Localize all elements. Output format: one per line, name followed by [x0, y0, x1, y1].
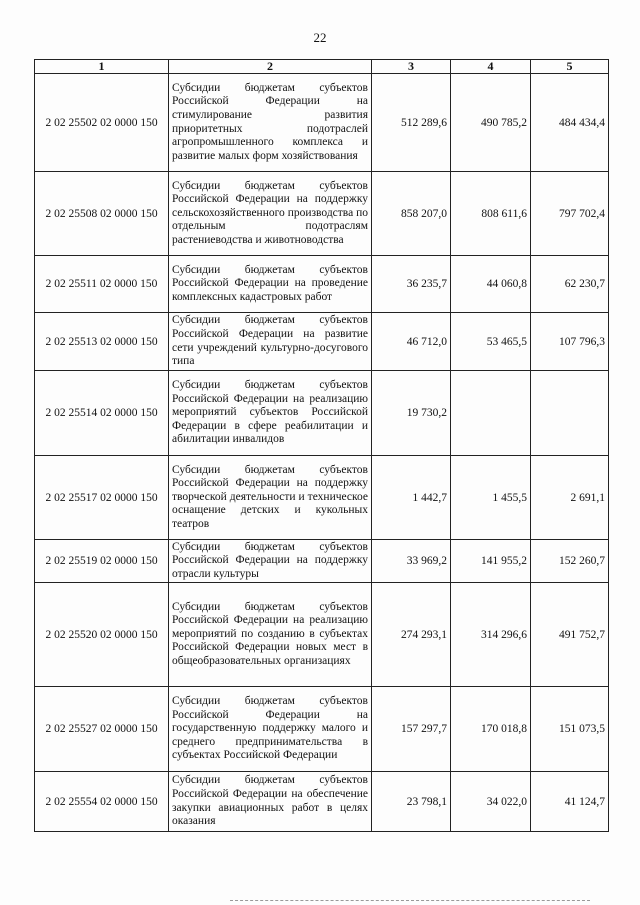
- value-col3-cell: 512 289,6: [372, 74, 451, 172]
- budget-code-cell: 2 02 25517 02 0000 150: [35, 456, 169, 540]
- value-col5-cell: [531, 371, 609, 456]
- value-col5-cell: 152 260,7: [531, 540, 609, 583]
- value-col4-cell: 170 018,8: [451, 687, 531, 772]
- column-header-5: 5: [531, 60, 609, 74]
- description-cell: Субсидии бюджетам субъектов Российской Федерации на поддержку сельскохозяйственного производства по отдельным подотраслям растениеводства и животноводства: [169, 172, 372, 256]
- value-col5-cell: 151 073,5: [531, 687, 609, 772]
- description-cell: Субсидии бюджетам субъектов Российской Федерации на поддержку творческой деятельности и техническое оснащение детских и кукольных театров: [169, 456, 372, 540]
- value-col4-cell: 1 455,5: [451, 456, 531, 540]
- budget-code-cell: 2 02 25511 02 0000 150: [35, 256, 169, 313]
- value-col3-cell: 1 442,7: [372, 456, 451, 540]
- budget-code-cell: 2 02 25513 02 0000 150: [35, 313, 169, 371]
- value-col5-cell: 491 752,7: [531, 583, 609, 687]
- value-col5-cell: 41 124,7: [531, 772, 609, 832]
- value-col5-cell: 2 691,1: [531, 456, 609, 540]
- budget-code-cell: 2 02 25527 02 0000 150: [35, 687, 169, 772]
- description-cell: Субсидии бюджетам субъектов Российской Федерации на стимулирование развития приоритетных подотраслей агропромышленного комплекса и развитие малых форм хозяйствования: [169, 74, 372, 172]
- value-col5-cell: 484 434,4: [531, 74, 609, 172]
- value-col3-cell: 19 730,2: [372, 371, 451, 456]
- header-row: [35, 60, 609, 74]
- value-col3-cell: 274 293,1: [372, 583, 451, 687]
- value-col3-cell: 858 207,0: [372, 172, 451, 256]
- value-col4-cell: [451, 371, 531, 456]
- value-col3-cell: 36 235,7: [372, 256, 451, 313]
- value-col5-cell: 107 796,3: [531, 313, 609, 371]
- value-col4-cell: 141 955,2: [451, 540, 531, 583]
- budget-code-cell: 2 02 25520 02 0000 150: [35, 583, 169, 687]
- table-row: [35, 74, 609, 172]
- value-col5-cell: 62 230,7: [531, 256, 609, 313]
- description-cell: Субсидии бюджетам субъектов Российской Федерации на государственную поддержку малого и среднего предпринимательства в субъектах Российской Федерации: [169, 687, 372, 772]
- table-row: [35, 313, 609, 371]
- table-row: [35, 172, 609, 256]
- column-header-1: 1: [35, 60, 169, 74]
- description-cell: Субсидии бюджетам субъектов Российской Федерации на реализацию мероприятий по созданию в субъектах Российской Федерации новых мест в общеобразовательных организациях: [169, 583, 372, 687]
- footer-divider: [230, 900, 590, 901]
- page-number: 22: [313, 30, 327, 45]
- value-col3-cell: 46 712,0: [372, 313, 451, 371]
- budget-code-cell: 2 02 25508 02 0000 150: [35, 172, 169, 256]
- description-cell: Субсидии бюджетам субъектов Российской Федерации на проведение комплексных кадастровых работ: [169, 256, 372, 313]
- value-col4-cell: 53 465,5: [451, 313, 531, 371]
- table-row: [35, 256, 609, 313]
- budget-table: [34, 59, 609, 832]
- value-col5-cell: 797 702,4: [531, 172, 609, 256]
- table-row: [35, 540, 609, 583]
- column-header-4: 4: [451, 60, 531, 74]
- value-col3-cell: 23 798,1: [372, 772, 451, 832]
- value-col4-cell: 44 060,8: [451, 256, 531, 313]
- description-cell: Субсидии бюджетам субъектов Российской Федерации на развитие сети учреждений культурно-досугового типа: [169, 313, 372, 371]
- value-col4-cell: 34 022,0: [451, 772, 531, 832]
- table-row: [35, 772, 609, 832]
- budget-code-cell: 2 02 25502 02 0000 150: [35, 74, 169, 172]
- table-row: [35, 583, 609, 687]
- budget-code-cell: 2 02 25554 02 0000 150: [35, 772, 169, 832]
- value-col4-cell: 490 785,2: [451, 74, 531, 172]
- value-col3-cell: 33 969,2: [372, 540, 451, 583]
- value-col4-cell: 314 296,6: [451, 583, 531, 687]
- description-cell: Субсидии бюджетам субъектов Российской Федерации на поддержку отрасли культуры: [169, 540, 372, 583]
- table-row: [35, 687, 609, 772]
- description-cell: Субсидии бюджетам субъектов Российской Федерации на реализацию мероприятий субъектов Российской Федерации в сфере реабилитации и абилитации инвалидов: [169, 371, 372, 456]
- column-header-2: 2: [169, 60, 372, 74]
- description-cell: Субсидии бюджетам субъектов Российской Федерации на обеспечение закупки авиационных работ в целях оказания: [169, 772, 372, 832]
- column-header-3: 3: [372, 60, 451, 74]
- budget-code-cell: 2 02 25514 02 0000 150: [35, 371, 169, 456]
- budget-code-cell: 2 02 25519 02 0000 150: [35, 540, 169, 583]
- table-row: [35, 456, 609, 540]
- value-col4-cell: 808 611,6: [451, 172, 531, 256]
- value-col3-cell: 157 297,7: [372, 687, 451, 772]
- table-row: [35, 371, 609, 456]
